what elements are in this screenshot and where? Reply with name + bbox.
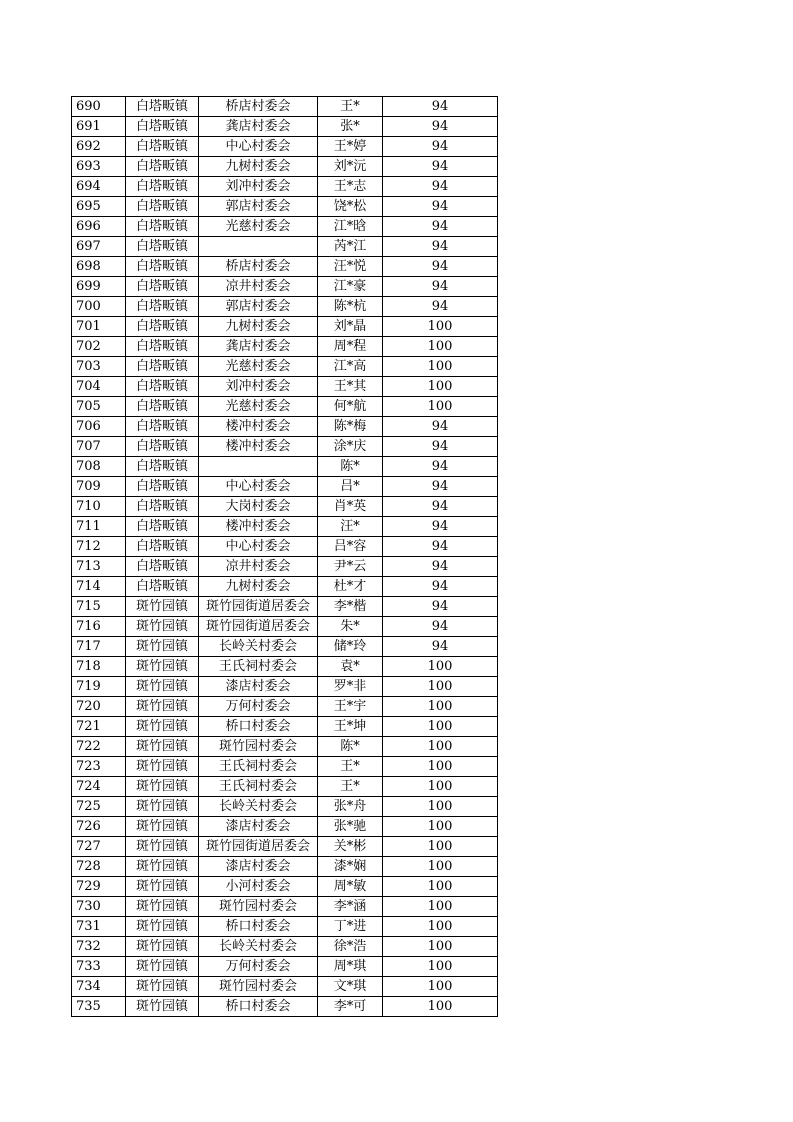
cell-number: 708 — [72, 457, 126, 477]
cell-name: 徐*浩 — [318, 937, 383, 957]
cell-score: 100 — [383, 957, 498, 977]
cell-village: 凉井村委会 — [199, 557, 318, 577]
cell-name: 肖*英 — [318, 497, 383, 517]
cell-name: 王*志 — [318, 177, 383, 197]
cell-name: 芮*江 — [318, 237, 383, 257]
cell-name: 王*婷 — [318, 137, 383, 157]
cell-name: 饶*松 — [318, 197, 383, 217]
cell-name: 江*晗 — [318, 217, 383, 237]
cell-name: 张*舟 — [318, 797, 383, 817]
cell-name: 漆*娴 — [318, 857, 383, 877]
cell-name: 罗*非 — [318, 677, 383, 697]
cell-town: 斑竹园镇 — [126, 997, 199, 1017]
cell-score: 100 — [383, 997, 498, 1017]
cell-score: 94 — [383, 617, 498, 637]
table-row — [72, 777, 498, 797]
cell-name: 王*宇 — [318, 697, 383, 717]
table-row — [72, 117, 498, 137]
cell-name: 江*高 — [318, 357, 383, 377]
cell-number: 725 — [72, 797, 126, 817]
cell-number: 730 — [72, 897, 126, 917]
cell-village: 斑竹园街道居委会 — [199, 837, 318, 857]
cell-village: 刘冲村委会 — [199, 177, 318, 197]
table-row — [72, 677, 498, 697]
cell-town: 白塔畈镇 — [126, 317, 199, 337]
cell-village: 龚店村委会 — [199, 117, 318, 137]
cell-village: 王氏祠村委会 — [199, 657, 318, 677]
cell-town: 斑竹园镇 — [126, 697, 199, 717]
cell-village: 光慈村委会 — [199, 397, 318, 417]
cell-number: 724 — [72, 777, 126, 797]
cell-village: 桥口村委会 — [199, 717, 318, 737]
cell-name: 陈* — [318, 457, 383, 477]
cell-town: 白塔畈镇 — [126, 517, 199, 537]
cell-number: 722 — [72, 737, 126, 757]
table-row — [72, 877, 498, 897]
cell-village — [199, 237, 318, 257]
table-row — [72, 957, 498, 977]
cell-village: 九树村委会 — [199, 577, 318, 597]
cell-score: 100 — [383, 897, 498, 917]
cell-score: 94 — [383, 517, 498, 537]
cell-village: 斑竹园街道居委会 — [199, 597, 318, 617]
cell-name: 汪*悦 — [318, 257, 383, 277]
cell-name: 文*琪 — [318, 977, 383, 997]
cell-town: 白塔畈镇 — [126, 337, 199, 357]
cell-town: 斑竹园镇 — [126, 677, 199, 697]
cell-score: 100 — [383, 697, 498, 717]
cell-village: 中心村委会 — [199, 137, 318, 157]
table-row — [72, 617, 498, 637]
cell-number: 715 — [72, 597, 126, 617]
cell-score: 100 — [383, 317, 498, 337]
table-row — [72, 797, 498, 817]
cell-number: 707 — [72, 437, 126, 457]
cell-village: 桥店村委会 — [199, 257, 318, 277]
table-row — [72, 757, 498, 777]
cell-village: 漆店村委会 — [199, 677, 318, 697]
cell-number: 729 — [72, 877, 126, 897]
cell-village: 王氏祠村委会 — [199, 757, 318, 777]
cell-name: 张* — [318, 117, 383, 137]
cell-village: 光慈村委会 — [199, 217, 318, 237]
table-row — [72, 937, 498, 957]
cell-name: 李*可 — [318, 997, 383, 1017]
cell-name: 王*坤 — [318, 717, 383, 737]
cell-score: 100 — [383, 377, 498, 397]
cell-score: 100 — [383, 757, 498, 777]
cell-town: 白塔畈镇 — [126, 497, 199, 517]
cell-town: 白塔畈镇 — [126, 357, 199, 377]
cell-town: 白塔畈镇 — [126, 437, 199, 457]
cell-town: 白塔畈镇 — [126, 377, 199, 397]
table-row — [72, 817, 498, 837]
cell-number: 712 — [72, 537, 126, 557]
cell-name: 王* — [318, 757, 383, 777]
cell-town: 斑竹园镇 — [126, 977, 199, 997]
cell-name: 汪* — [318, 517, 383, 537]
cell-score: 100 — [383, 797, 498, 817]
cell-village: 大岗村委会 — [199, 497, 318, 517]
cell-number: 728 — [72, 857, 126, 877]
cell-score: 94 — [383, 557, 498, 577]
cell-town: 斑竹园镇 — [126, 937, 199, 957]
cell-score: 100 — [383, 837, 498, 857]
cell-village: 光慈村委会 — [199, 357, 318, 377]
cell-name: 王*其 — [318, 377, 383, 397]
cell-name: 尹*云 — [318, 557, 383, 577]
data-table — [71, 96, 498, 1017]
table-row — [72, 457, 498, 477]
cell-number: 704 — [72, 377, 126, 397]
cell-town: 白塔畈镇 — [126, 277, 199, 297]
table-row — [72, 897, 498, 917]
cell-score: 94 — [383, 97, 498, 117]
cell-number: 713 — [72, 557, 126, 577]
table-row — [72, 517, 498, 537]
cell-village: 王氏祠村委会 — [199, 777, 318, 797]
cell-number: 719 — [72, 677, 126, 697]
cell-number: 698 — [72, 257, 126, 277]
cell-number: 735 — [72, 997, 126, 1017]
table-row — [72, 317, 498, 337]
cell-score: 100 — [383, 857, 498, 877]
table-row — [72, 577, 498, 597]
cell-number: 720 — [72, 697, 126, 717]
cell-number: 705 — [72, 397, 126, 417]
table-row — [72, 237, 498, 257]
cell-town: 斑竹园镇 — [126, 637, 199, 657]
cell-village: 九树村委会 — [199, 317, 318, 337]
cell-score: 100 — [383, 737, 498, 757]
table-row — [72, 737, 498, 757]
table-row — [72, 97, 498, 117]
cell-village: 漆店村委会 — [199, 857, 318, 877]
cell-score: 100 — [383, 397, 498, 417]
cell-town: 白塔畈镇 — [126, 117, 199, 137]
cell-score: 94 — [383, 437, 498, 457]
cell-score: 94 — [383, 257, 498, 277]
cell-town: 斑竹园镇 — [126, 777, 199, 797]
cell-name: 王* — [318, 97, 383, 117]
cell-score: 100 — [383, 777, 498, 797]
cell-town: 斑竹园镇 — [126, 717, 199, 737]
cell-number: 693 — [72, 157, 126, 177]
cell-town: 白塔畈镇 — [126, 237, 199, 257]
cell-score: 94 — [383, 497, 498, 517]
cell-number: 691 — [72, 117, 126, 137]
table-row — [72, 917, 498, 937]
cell-name: 朱* — [318, 617, 383, 637]
cell-town: 白塔畈镇 — [126, 177, 199, 197]
cell-town: 斑竹园镇 — [126, 957, 199, 977]
cell-town: 斑竹园镇 — [126, 597, 199, 617]
table-row — [72, 497, 498, 517]
cell-name: 刘*沅 — [318, 157, 383, 177]
cell-town: 白塔畈镇 — [126, 537, 199, 557]
table-row — [72, 977, 498, 997]
cell-town: 白塔畈镇 — [126, 397, 199, 417]
cell-village: 龚店村委会 — [199, 337, 318, 357]
cell-number: 710 — [72, 497, 126, 517]
cell-number: 703 — [72, 357, 126, 377]
cell-village: 斑竹园村委会 — [199, 737, 318, 757]
cell-score: 94 — [383, 537, 498, 557]
cell-score: 100 — [383, 357, 498, 377]
table-row — [72, 417, 498, 437]
cell-score: 94 — [383, 637, 498, 657]
table-row — [72, 437, 498, 457]
table-row — [72, 297, 498, 317]
cell-name: 周*程 — [318, 337, 383, 357]
cell-score: 94 — [383, 297, 498, 317]
cell-number: 732 — [72, 937, 126, 957]
table-row — [72, 837, 498, 857]
cell-town: 斑竹园镇 — [126, 817, 199, 837]
cell-name: 周*敏 — [318, 877, 383, 897]
cell-village: 楼冲村委会 — [199, 437, 318, 457]
cell-name: 储*玲 — [318, 637, 383, 657]
table-body — [72, 97, 498, 1017]
cell-name: 吕*容 — [318, 537, 383, 557]
table-row — [72, 477, 498, 497]
table-row — [72, 157, 498, 177]
table-row — [72, 397, 498, 417]
cell-village: 郭店村委会 — [199, 297, 318, 317]
table-row — [72, 177, 498, 197]
cell-town: 斑竹园镇 — [126, 657, 199, 677]
cell-name: 周*琪 — [318, 957, 383, 977]
table-row — [72, 217, 498, 237]
cell-number: 700 — [72, 297, 126, 317]
cell-number: 697 — [72, 237, 126, 257]
cell-number: 692 — [72, 137, 126, 157]
cell-name: 袁* — [318, 657, 383, 677]
cell-village: 万何村委会 — [199, 957, 318, 977]
cell-score: 100 — [383, 917, 498, 937]
cell-number: 711 — [72, 517, 126, 537]
cell-score: 94 — [383, 157, 498, 177]
cell-score: 94 — [383, 417, 498, 437]
cell-number: 723 — [72, 757, 126, 777]
cell-village: 凉井村委会 — [199, 277, 318, 297]
cell-village: 万何村委会 — [199, 697, 318, 717]
cell-score: 100 — [383, 937, 498, 957]
cell-town: 斑竹园镇 — [126, 617, 199, 637]
cell-score: 94 — [383, 177, 498, 197]
cell-town: 斑竹园镇 — [126, 837, 199, 857]
cell-number: 731 — [72, 917, 126, 937]
cell-town: 白塔畈镇 — [126, 557, 199, 577]
cell-village: 长岭关村委会 — [199, 937, 318, 957]
cell-village: 斑竹园村委会 — [199, 897, 318, 917]
cell-score: 94 — [383, 217, 498, 237]
cell-score: 100 — [383, 657, 498, 677]
table-row — [72, 857, 498, 877]
cell-town: 白塔畈镇 — [126, 217, 199, 237]
cell-village: 楼冲村委会 — [199, 417, 318, 437]
cell-number: 702 — [72, 337, 126, 357]
cell-score: 94 — [383, 457, 498, 477]
table-row — [72, 597, 498, 617]
table-row — [72, 337, 498, 357]
cell-name: 李*涵 — [318, 897, 383, 917]
cell-village: 长岭关村委会 — [199, 797, 318, 817]
cell-score: 100 — [383, 877, 498, 897]
cell-village: 中心村委会 — [199, 477, 318, 497]
cell-name: 吕* — [318, 477, 383, 497]
cell-number: 734 — [72, 977, 126, 997]
cell-number: 709 — [72, 477, 126, 497]
cell-score: 100 — [383, 677, 498, 697]
cell-town: 白塔畈镇 — [126, 137, 199, 157]
cell-number: 706 — [72, 417, 126, 437]
cell-village: 斑竹园街道居委会 — [199, 617, 318, 637]
cell-village: 斑竹园村委会 — [199, 977, 318, 997]
cell-score: 100 — [383, 817, 498, 837]
cell-name: 刘*晶 — [318, 317, 383, 337]
table-row — [72, 637, 498, 657]
cell-number: 718 — [72, 657, 126, 677]
cell-town: 白塔畈镇 — [126, 257, 199, 277]
cell-name: 涂*庆 — [318, 437, 383, 457]
table-row — [72, 257, 498, 277]
table-row — [72, 377, 498, 397]
cell-village: 桥口村委会 — [199, 917, 318, 937]
table-row — [72, 557, 498, 577]
cell-name: 李*楷 — [318, 597, 383, 617]
cell-number: 695 — [72, 197, 126, 217]
cell-number: 717 — [72, 637, 126, 657]
cell-town: 斑竹园镇 — [126, 757, 199, 777]
cell-town: 白塔畈镇 — [126, 577, 199, 597]
cell-number: 721 — [72, 717, 126, 737]
cell-name: 何*航 — [318, 397, 383, 417]
cell-number: 727 — [72, 837, 126, 857]
table-row — [72, 997, 498, 1017]
cell-village: 刘冲村委会 — [199, 377, 318, 397]
cell-village: 中心村委会 — [199, 537, 318, 557]
cell-town: 白塔畈镇 — [126, 417, 199, 437]
table-row — [72, 137, 498, 157]
cell-village: 楼冲村委会 — [199, 517, 318, 537]
cell-name: 丁*进 — [318, 917, 383, 937]
cell-town: 白塔畈镇 — [126, 197, 199, 217]
cell-name: 张*驰 — [318, 817, 383, 837]
cell-score: 94 — [383, 277, 498, 297]
cell-town: 斑竹园镇 — [126, 737, 199, 757]
cell-village: 桥店村委会 — [199, 97, 318, 117]
table-row — [72, 697, 498, 717]
table-row — [72, 357, 498, 377]
cell-village: 长岭关村委会 — [199, 637, 318, 657]
cell-number: 716 — [72, 617, 126, 637]
cell-score: 94 — [383, 237, 498, 257]
cell-score: 94 — [383, 197, 498, 217]
cell-number: 701 — [72, 317, 126, 337]
cell-village: 郭店村委会 — [199, 197, 318, 217]
cell-town: 斑竹园镇 — [126, 877, 199, 897]
cell-village: 小河村委会 — [199, 877, 318, 897]
cell-town: 白塔畈镇 — [126, 157, 199, 177]
cell-name: 王* — [318, 777, 383, 797]
table-row — [72, 197, 498, 217]
cell-name: 陈*杭 — [318, 297, 383, 317]
cell-number: 714 — [72, 577, 126, 597]
cell-name: 江*豪 — [318, 277, 383, 297]
cell-score: 94 — [383, 117, 498, 137]
cell-number: 699 — [72, 277, 126, 297]
cell-score: 94 — [383, 577, 498, 597]
cell-score: 100 — [383, 717, 498, 737]
cell-score: 94 — [383, 137, 498, 157]
cell-score: 100 — [383, 337, 498, 357]
cell-name: 杜*才 — [318, 577, 383, 597]
cell-village — [199, 457, 318, 477]
cell-number: 694 — [72, 177, 126, 197]
table-row — [72, 277, 498, 297]
cell-village: 漆店村委会 — [199, 817, 318, 837]
cell-score: 94 — [383, 597, 498, 617]
cell-town: 斑竹园镇 — [126, 857, 199, 877]
cell-town: 斑竹园镇 — [126, 897, 199, 917]
cell-town: 白塔畈镇 — [126, 297, 199, 317]
cell-number: 696 — [72, 217, 126, 237]
cell-town: 白塔畈镇 — [126, 477, 199, 497]
cell-town: 斑竹园镇 — [126, 797, 199, 817]
cell-village: 桥口村委会 — [199, 997, 318, 1017]
table-row — [72, 717, 498, 737]
cell-score: 100 — [383, 977, 498, 997]
cell-name: 陈*梅 — [318, 417, 383, 437]
cell-score: 94 — [383, 477, 498, 497]
cell-number: 690 — [72, 97, 126, 117]
cell-town: 白塔畈镇 — [126, 97, 199, 117]
cell-number: 733 — [72, 957, 126, 977]
cell-name: 陈* — [318, 737, 383, 757]
table-row — [72, 657, 498, 677]
cell-town: 白塔畈镇 — [126, 457, 199, 477]
cell-village: 九树村委会 — [199, 157, 318, 177]
cell-name: 关*彬 — [318, 837, 383, 857]
cell-town: 斑竹园镇 — [126, 917, 199, 937]
table-row — [72, 537, 498, 557]
cell-number: 726 — [72, 817, 126, 837]
